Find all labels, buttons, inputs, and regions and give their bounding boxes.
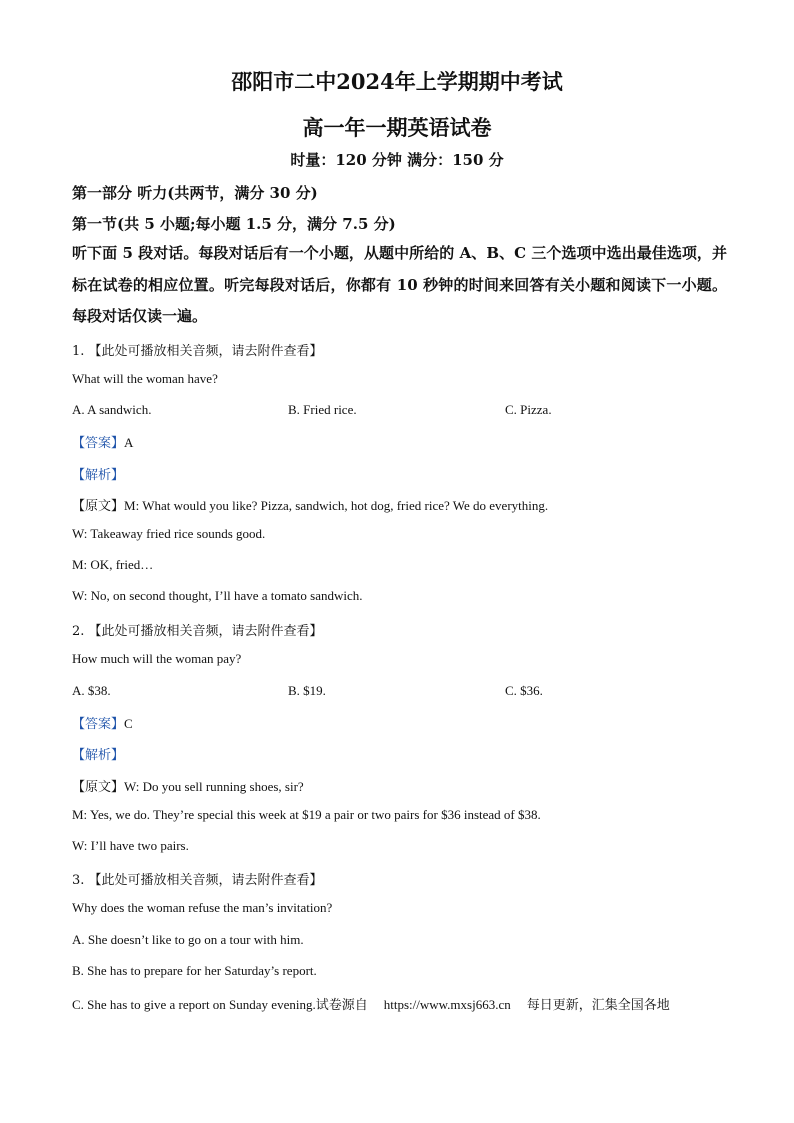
q1-option-c: C. Pizza. [505,402,552,417]
q2-transcript-3: W: I’ll have two pairs. [72,838,189,853]
q1-transcript-2: W: Takeaway fried rice sounds good. [72,526,266,541]
q3-option-c-row [72,994,670,1013]
q2-transcript-2: M: Yes, we do. They’re special this week at $19 a pair or two pairs for $36 instead of $38. [72,807,541,822]
part1-heading: 第一部分 听力(共两节，满分 30 分) [72,184,318,202]
q1-transcript-3: M: OK, fried… [72,557,154,572]
footer-note: 每日更新，汇集全国各地 [526,998,670,1013]
q1-transcript-1 [72,495,548,514]
q1-transcript-4: W: No, on second thought, I’ll have a tomato sandwich. [72,588,363,603]
q2-analysis-label: 【解析】 [72,748,125,763]
q1-option-a: A. A sandwich. [72,402,152,417]
q2-transcript-1-text: W: Do you sell running shoes, sir? [124,779,304,794]
q1-question: What will the woman have? [72,371,218,386]
original-label: 【原文】 [72,780,125,795]
footer-source: 试卷源自 [315,998,368,1013]
exam-meta: 时量：120 分钟 满分：150 分 [290,151,504,169]
q3-audio-note: 3. 【此处可播放相关音频，请去附件查看】 [72,873,323,888]
section1-heading: 第一节(共 5 小题;每小题 1.5 分，满分 7.5 分) [72,215,396,233]
q1-answer [72,432,133,451]
answer-label: 【答案】 [72,717,125,732]
q3-option-a: A. She doesn’t like to go on a tour with him. [72,932,304,947]
q1-transcript-1-text: M: What would you like? Pizza, sandwich, hot dog, fried rice? We do everything. [124,498,549,513]
q2-option-a: A. $38. [72,683,111,698]
original-label: 【原文】 [72,499,125,514]
q3-option-c: C. She has to give a report on Sunday evening. [72,997,316,1012]
exam-subtitle: 高一年一期英语试卷 [302,115,492,140]
footer-url[interactable]: https://www.mxsj663.cn [383,997,511,1012]
q1-option-b: B. Fried rice. [288,402,357,417]
q1-audio-note: 1. 【此处可播放相关音频，请去附件查看】 [72,344,323,359]
q2-answer-value: C [124,716,133,731]
exam-title: 邵阳市二中2024年上学期期中考试 [231,69,563,94]
instructions: 听下面 5 段对话。每段对话后有一个小题，从题中所给的 A、B、C 三个选项中选出最佳选项，并标在试卷的相应位置。听完每段对话后，你都有 10 秒钟的时间来回答有关小题和阅读下一小题。每段对话仅读一遍。 [72,244,727,325]
q2-transcript-1 [72,776,304,795]
q2-question: How much will the woman pay? [72,651,242,666]
q2-option-c: C. $36. [505,683,543,698]
q2-answer [72,713,133,732]
q2-option-b: B. $19. [288,683,326,698]
q2-audio-note: 2. 【此处可播放相关音频，请去附件查看】 [72,624,323,639]
q3-question: Why does the woman refuse the man’s invitation? [72,900,333,915]
answer-label: 【答案】 [72,436,125,451]
q1-analysis-label: 【解析】 [72,468,125,483]
q3-option-b: B. She has to prepare for her Saturday’s report. [72,963,317,978]
q1-answer-value: A [124,435,134,450]
